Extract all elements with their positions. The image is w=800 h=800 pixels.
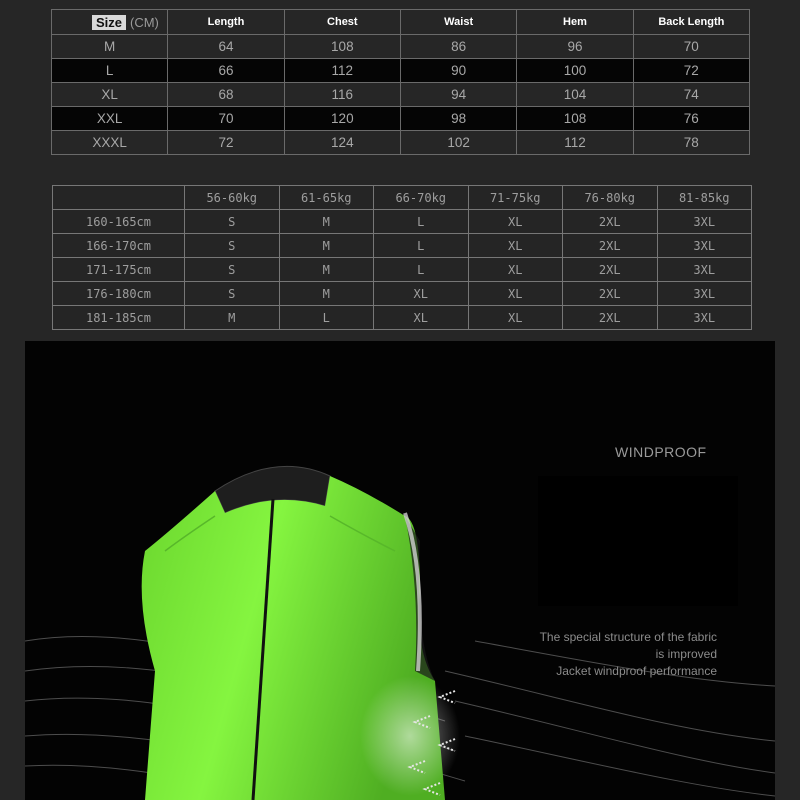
table-cell: 3XL — [657, 234, 752, 258]
table-cell: 96 — [517, 35, 633, 59]
vest-illustration — [25, 341, 775, 800]
weight-header: 71-75kg — [468, 186, 563, 210]
table-cell: S — [185, 234, 280, 258]
table-cell: 72 — [168, 131, 284, 155]
table-row — [53, 210, 752, 234]
column-header-hem: Hem — [517, 10, 633, 35]
height-weight-fit-table — [52, 185, 752, 330]
table-cell: 100 — [517, 59, 633, 83]
size-chart-table — [51, 9, 750, 155]
height-label: 160-165cm — [53, 210, 185, 234]
table-cell: XXL — [52, 107, 168, 131]
table-row — [53, 234, 752, 258]
table-cell: 2XL — [563, 306, 658, 330]
table-cell: 112 — [284, 59, 400, 83]
table-cell: M — [52, 35, 168, 59]
table-cell: 70 — [168, 107, 284, 131]
table-row — [53, 258, 752, 282]
table-cell: XL — [468, 282, 563, 306]
weight-header: 56-60kg — [185, 186, 280, 210]
table-cell: 3XL — [657, 282, 752, 306]
table-cell: 98 — [400, 107, 516, 131]
table-cell: L — [374, 234, 469, 258]
table-cell: 3XL — [657, 258, 752, 282]
height-label: 166-170cm — [53, 234, 185, 258]
table-cell: 108 — [517, 107, 633, 131]
table-row — [52, 35, 750, 59]
column-header-chest: Chest — [284, 10, 400, 35]
table-cell: XL — [374, 306, 469, 330]
table-cell: 70 — [633, 35, 749, 59]
feature-text-line: The special structure of the fabric — [539, 630, 717, 644]
table-row — [52, 131, 750, 155]
windproof-title: WINDPROOF — [615, 444, 707, 460]
fit-table-header-row — [53, 186, 752, 210]
table-cell: 68 — [168, 83, 284, 107]
table-cell: S — [185, 282, 280, 306]
table-cell: M — [279, 258, 374, 282]
dark-panel — [538, 476, 738, 606]
table-cell: 66 — [168, 59, 284, 83]
table-cell: XL — [468, 234, 563, 258]
table-cell: XL — [468, 306, 563, 330]
table-cell: 3XL — [657, 306, 752, 330]
table-cell: S — [185, 210, 280, 234]
feature-text-line: Jacket windproof performance — [556, 664, 717, 678]
weight-header: 66-70kg — [374, 186, 469, 210]
weight-header: 81-85kg — [657, 186, 752, 210]
table-cell: 78 — [633, 131, 749, 155]
table-row — [53, 306, 752, 330]
height-label: 171-175cm — [53, 258, 185, 282]
table-cell: 90 — [400, 59, 516, 83]
table-cell: 102 — [400, 131, 516, 155]
feature-text-line: is improved — [655, 647, 717, 661]
table-cell: 116 — [284, 83, 400, 107]
fit-table-corner — [53, 186, 185, 210]
table-cell: 104 — [517, 83, 633, 107]
weight-header: 61-65kg — [279, 186, 374, 210]
column-header-back-length: Back Length — [633, 10, 749, 35]
table-cell: S — [185, 258, 280, 282]
table-cell: 112 — [517, 131, 633, 155]
size-chart-header-size — [52, 10, 168, 35]
table-cell: L — [52, 59, 168, 83]
table-cell: 120 — [284, 107, 400, 131]
weight-header: 76-80kg — [563, 186, 658, 210]
table-cell: 2XL — [563, 282, 658, 306]
column-header-waist: Waist — [400, 10, 516, 35]
table-cell: 2XL — [563, 258, 658, 282]
table-cell: M — [279, 234, 374, 258]
size-chart-header-row — [52, 10, 750, 35]
table-cell: XL — [52, 83, 168, 107]
table-cell: L — [279, 306, 374, 330]
table-cell: XL — [468, 258, 563, 282]
column-header-length: Length — [168, 10, 284, 35]
table-cell: 72 — [633, 59, 749, 83]
table-row — [52, 83, 750, 107]
table-cell: 108 — [284, 35, 400, 59]
table-cell: 64 — [168, 35, 284, 59]
table-cell: M — [279, 282, 374, 306]
table-cell: 3XL — [657, 210, 752, 234]
size-label: Size — [92, 15, 126, 30]
table-cell: 2XL — [563, 210, 658, 234]
table-cell: 76 — [633, 107, 749, 131]
table-cell: 94 — [400, 83, 516, 107]
table-cell: XXXL — [52, 131, 168, 155]
table-row — [52, 107, 750, 131]
table-cell: L — [374, 210, 469, 234]
table-row — [53, 282, 752, 306]
table-cell: XL — [468, 210, 563, 234]
table-cell: 86 — [400, 35, 516, 59]
windproof-banner — [25, 341, 775, 800]
height-label: 176-180cm — [53, 282, 185, 306]
size-unit-label: (CM) — [130, 14, 159, 30]
table-cell: 74 — [633, 83, 749, 107]
table-row — [52, 59, 750, 83]
table-cell: M — [279, 210, 374, 234]
table-cell: 124 — [284, 131, 400, 155]
airflow-glow — [360, 676, 460, 796]
table-cell: 2XL — [563, 234, 658, 258]
table-cell: L — [374, 258, 469, 282]
height-label: 181-185cm — [53, 306, 185, 330]
table-cell: M — [185, 306, 280, 330]
table-cell: XL — [374, 282, 469, 306]
